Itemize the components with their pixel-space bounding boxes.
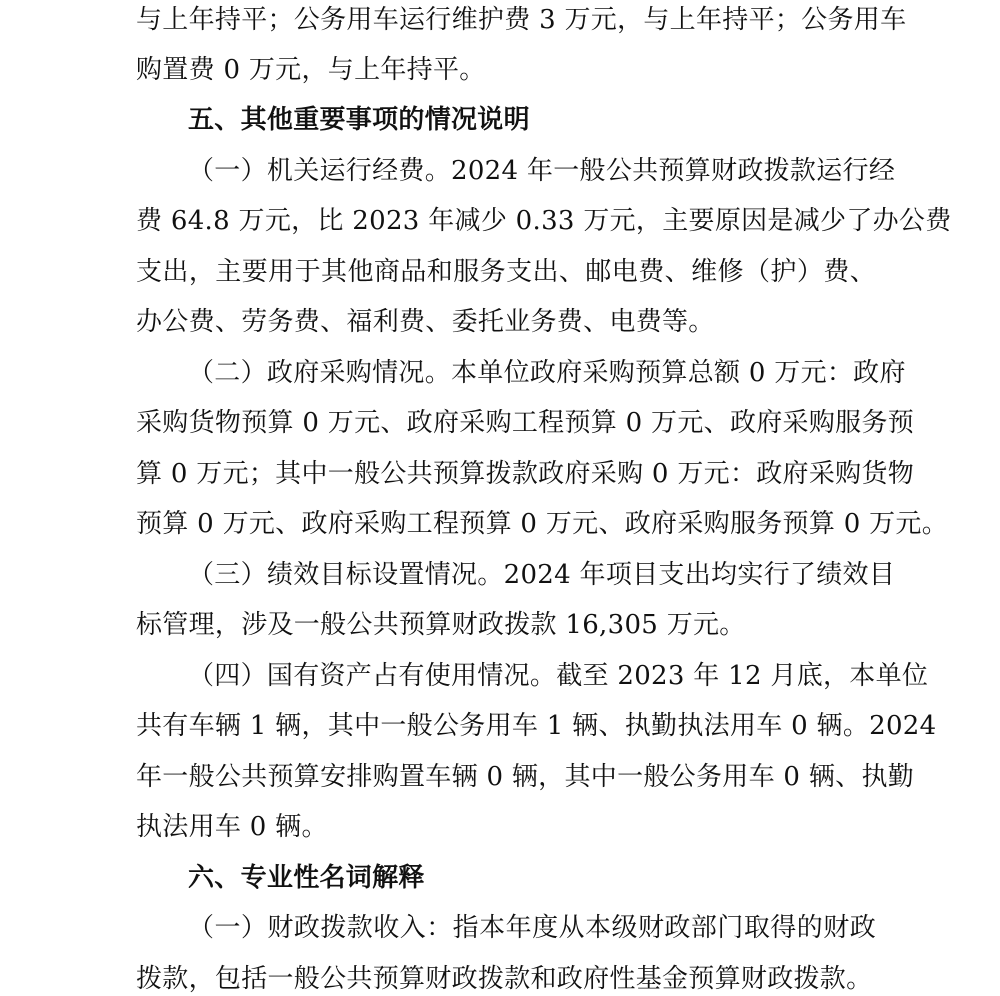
paragraph-line: 费 64.8 万元，比 2023 年减少 0.33 万元，主要原因是减少了办公费 xyxy=(136,206,952,236)
paragraph-line: 年一般公共预算安排购置车辆 0 辆，其中一般公务用车 0 辆、执勤 xyxy=(136,762,915,792)
paragraph-line: 办公费、劳务费、福利费、委托业务费、电费等。 xyxy=(136,307,715,337)
paragraph-line: （一）机关运行经费。2024 年一般公共预算财政拨款运行经 xyxy=(188,156,896,186)
section-heading: 五、其他重要事项的情况说明 xyxy=(188,105,530,135)
paragraph-line: 购置费 0 万元，与上年持平。 xyxy=(136,55,486,85)
paragraph-line: 支出，主要用于其他商品和服务支出、邮电费、维修（护）费、 xyxy=(136,257,876,287)
paragraph-line: （四）国有资产占有使用情况。截至 2023 年 12 月底，本单位 xyxy=(188,661,929,691)
paragraph-line: （二）政府采购情况。本单位政府采购预算总额 0 万元：政府 xyxy=(188,358,906,388)
section-heading: 六、专业性名词解释 xyxy=(188,863,425,893)
paragraph-line: 预算 0 万元、政府采购工程预算 0 万元、政府采购服务预算 0 万元。 xyxy=(136,509,949,539)
paragraph-line: 执法用车 0 辆。 xyxy=(136,812,328,842)
paragraph-line: 采购货物预算 0 万元、政府采购工程预算 0 万元、政府采购服务预 xyxy=(136,408,915,438)
paragraph-line: 与上年持平；公务用车运行维护费 3 万元，与上年持平；公务用车 xyxy=(136,5,907,35)
paragraph-line: 拨款，包括一般公共预算财政拨款和政府性基金预算财政拨款。 xyxy=(136,964,873,994)
paragraph-line: 算 0 万元；其中一般公共预算拨款政府采购 0 万元：政府采购货物 xyxy=(136,459,915,489)
paragraph-line: （一）财政拨款收入：指本年度从本级财政部门取得的财政 xyxy=(188,913,876,943)
paragraph-line: 共有车辆 1 辆，其中一般公务用车 1 辆、执勤执法用车 0 辆。2024 xyxy=(136,711,937,741)
paragraph-line: 标管理，涉及一般公共预算财政拨款 16,305 万元。 xyxy=(136,610,746,640)
paragraph-line: （三）绩效目标设置情况。2024 年项目支出均实行了绩效目 xyxy=(188,560,896,590)
